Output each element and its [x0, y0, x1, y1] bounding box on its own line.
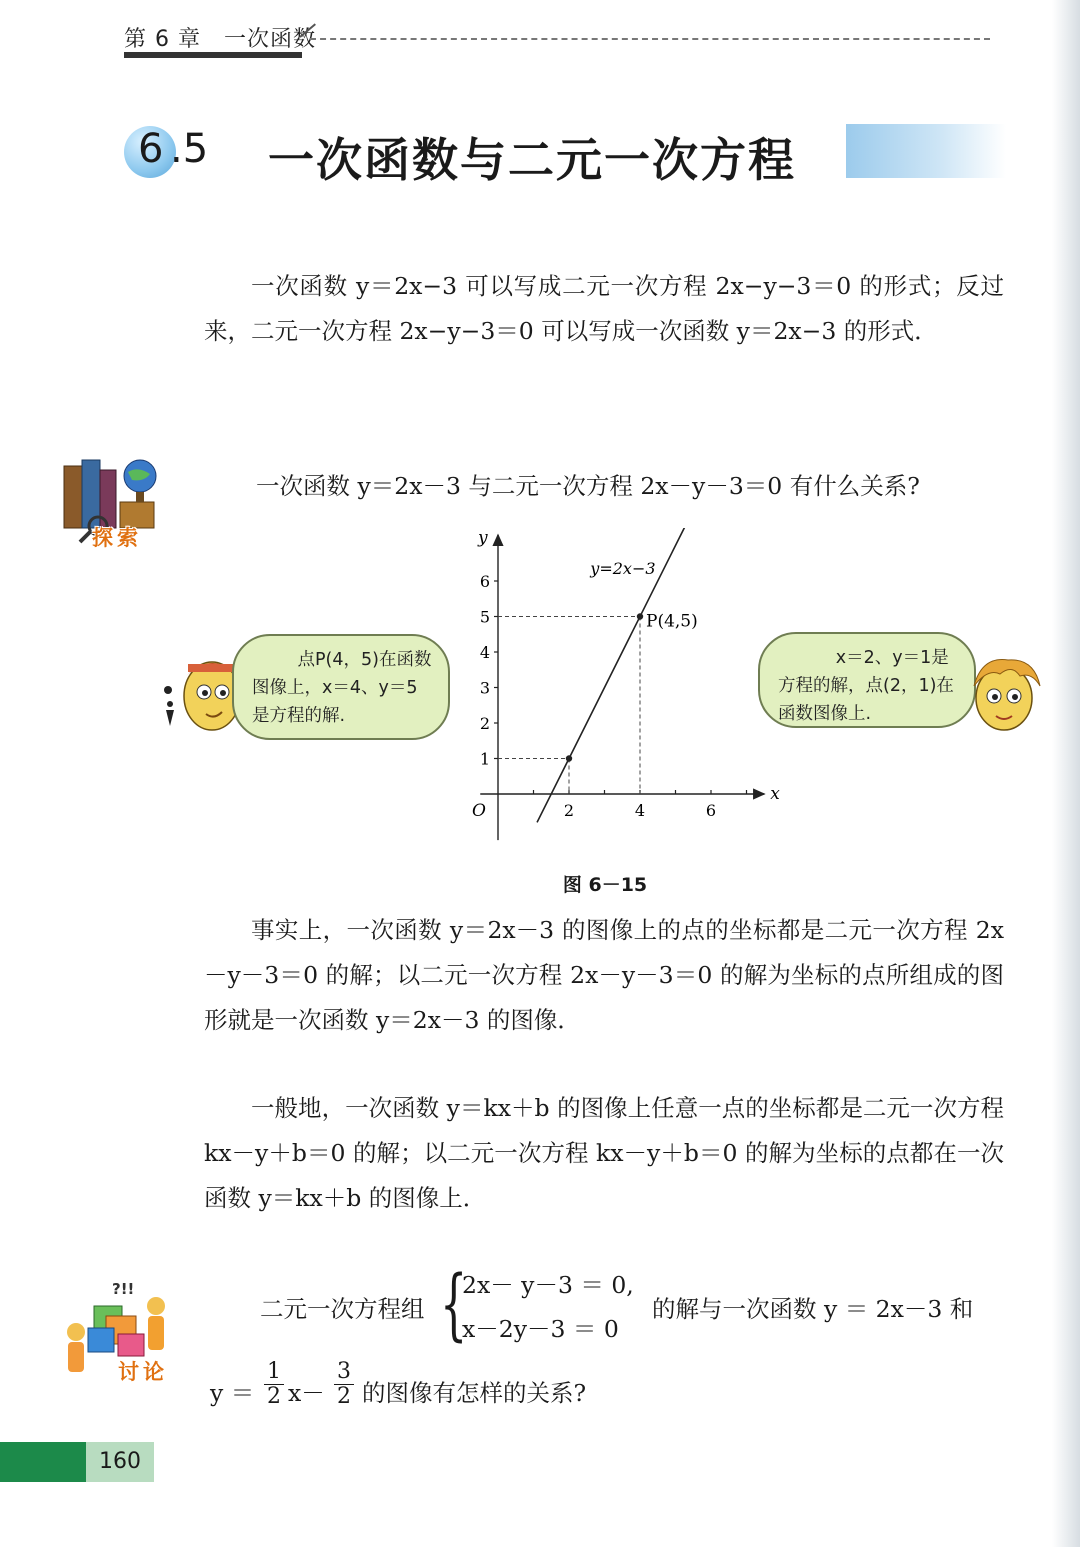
boy-character-icon: [158, 650, 242, 740]
discuss-lead: 二元一次方程组: [260, 1295, 425, 1323]
x-axis-label: x: [770, 784, 780, 804]
y-tick-label: 4: [479, 643, 490, 662]
point-p-label: P(4,5): [646, 611, 698, 632]
y-tick-label: 6: [479, 572, 490, 591]
section-subnumber: .5: [170, 126, 209, 172]
fraction-three-halves: [334, 1360, 354, 1409]
discuss-tail: 的图像有怎样的关系?: [362, 1379, 587, 1407]
discuss-label: 讨论: [118, 1360, 168, 1384]
fraction-numerator: 3: [334, 1360, 354, 1385]
figure-caption: 图 6－15: [562, 874, 648, 896]
function-graph: [440, 528, 780, 848]
girl-character-icon: [962, 652, 1046, 736]
explore-label: 探索: [92, 526, 142, 550]
chapter-header: 第 6 章 一次函数: [124, 27, 316, 52]
graph-point: [637, 613, 643, 619]
discuss-middle: 的解与一次函数 y ＝ 2x－3 和: [652, 1295, 974, 1323]
x-tick-label: 2: [563, 801, 575, 820]
graph-point: [566, 755, 572, 761]
system-equation-2: x－2y－3 ＝ 0: [462, 1315, 619, 1343]
header-dashed-rule: [310, 38, 990, 40]
page-number: 160: [86, 1442, 154, 1482]
y-axis-label: y: [478, 528, 488, 548]
left-speech-bubble: 点P(4，5)在函数图像上，x＝4、y＝5是方程的解.: [232, 634, 450, 740]
explore-question: 一次函数 y＝2x－3 与二元一次方程 2x－y－3＝0 有什么关系?: [256, 472, 920, 500]
title-gradient-bar: [846, 124, 1006, 178]
origin-label: O: [472, 801, 486, 821]
fraction-numerator: 1: [264, 1360, 284, 1385]
system-brace: {: [440, 1260, 468, 1350]
system-equation-1: 2x－ y－3 ＝ 0,: [462, 1271, 634, 1299]
discuss-x-minus: x－: [288, 1379, 325, 1407]
footer-green-band: [0, 1442, 86, 1482]
fact-paragraph: 事实上，一次函数 y＝2x－3 的图像上的点的坐标都是二元一次方程 2x－y－3＝0 的解；以二元一次方程 2x－y－3＝0 的解为坐标的点所组成的图形就是一次函数 y＝2x－3 的图像．: [204, 916, 1004, 1034]
chapter-underline: [124, 52, 302, 58]
y-tick-label: 1: [479, 749, 490, 769]
general-paragraph: 一般地，一次函数 y＝kx＋b 的图像上任意一点的坐标都是二元一次方程 kx－y＋b＝0 的解；以二元一次方程 kx－y＋b＝0 的解为坐标的点都在一次函数 y＝kx＋b 的图像上．: [204, 1094, 1004, 1212]
discuss-icon-sign: ?!!: [112, 1280, 135, 1298]
fraction-denominator: 2: [267, 1384, 281, 1409]
page-edge-shadow: [1052, 0, 1080, 1547]
y-tick-label: 2: [479, 714, 490, 733]
right-speech-bubble: x＝2、y＝1是方程的解，点(2，1)在函数图像上.: [758, 632, 976, 728]
x-tick-label: 6: [705, 801, 717, 820]
fraction-denominator: 2: [337, 1384, 351, 1409]
fraction-one-half: [264, 1360, 284, 1409]
section-title: 一次函数与二元一次方程: [268, 133, 796, 187]
x-tick-label: 4: [634, 801, 646, 820]
y-tick-label: 3: [479, 678, 490, 698]
discuss-y-equals: y ＝: [210, 1379, 255, 1407]
section-number: 6: [138, 126, 164, 172]
line-label: y=2x−3: [590, 558, 656, 578]
intro-paragraph: 一次函数 y＝2x−3 可以写成二元一次方程 2x−y−3＝0 的形式；反过来，二元一次方程 2x−y−3＝0 可以写成一次函数 y＝2x−3 的形式．: [204, 272, 1004, 345]
y-tick-label: 5: [479, 607, 490, 627]
